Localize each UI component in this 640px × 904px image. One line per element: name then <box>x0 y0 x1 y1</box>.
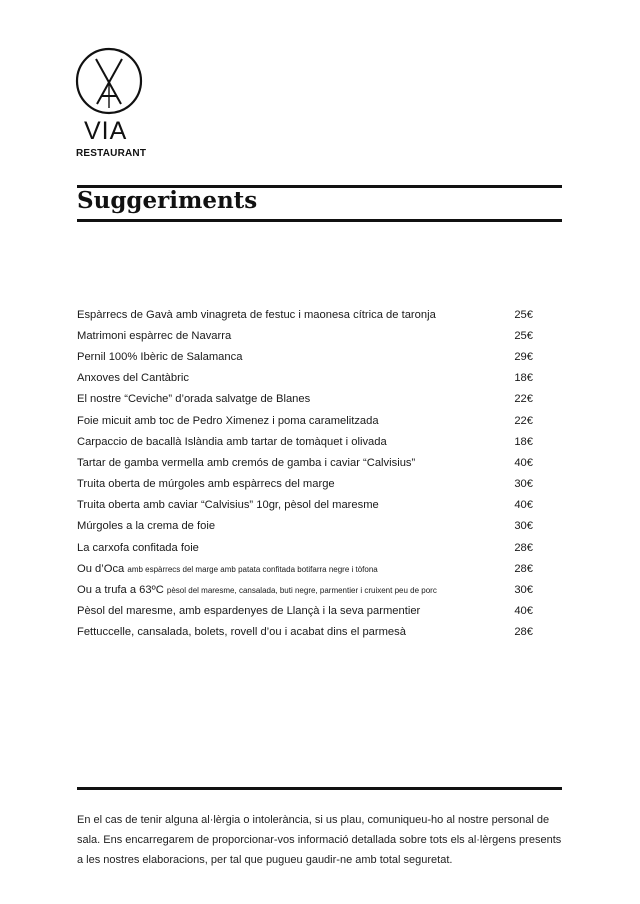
menu-item <box>77 431 533 452</box>
menu-item-dish-name: Pernil 100% Ibèric de Salamanca <box>77 350 243 363</box>
menu-item-dish <box>77 563 378 575</box>
menu-item-dish <box>77 372 189 384</box>
menu-item <box>77 474 533 495</box>
menu-item-price: 25€ <box>514 329 533 342</box>
menu-item <box>77 410 533 431</box>
menu-item <box>77 346 533 367</box>
menu-item-dish <box>77 584 437 596</box>
menu-item <box>77 601 533 622</box>
menu-item-price: 18€ <box>514 435 533 448</box>
menu-item-price: 29€ <box>514 350 533 363</box>
brand-subtitle: RESTAURANT <box>76 148 147 159</box>
menu-item-price: 22€ <box>514 414 533 427</box>
menu-item-dish <box>77 436 387 448</box>
menu-item-dish-name: Pèsol del maresme, amb espardenyes de Llançà i la seva parmentier <box>77 605 421 618</box>
menu-item <box>77 558 533 579</box>
menu-item <box>77 325 533 346</box>
menu-item-dish-name: Carpaccio de bacallà Islàndia amb tartar de tomàquet i olivada <box>77 435 387 448</box>
menu-item-dish-name: Ou d’Oca <box>77 562 125 575</box>
menu-item-dish-name: Múrgoles a la crema de foie <box>77 520 216 533</box>
menu-item-dish-name: Anxoves del Cantàbric <box>77 372 189 385</box>
menu-item <box>77 495 533 516</box>
menu-item-dish <box>77 478 335 490</box>
allergy-note: En el cas de tenir alguna al·lèrgia o intolerància, si us plau, comuniqueu-ho al nostre personal de sala. Ens encarregarem de proporcionar-vos informació detallada sobre tots els al·lèrgens presents a les nostres elaboracions, per tal que pugueu gaudir-ne amb total seguretat. <box>77 814 562 866</box>
menu-item-dish <box>77 457 415 469</box>
menu-item <box>77 452 533 473</box>
menu-item-price: 28€ <box>514 541 533 554</box>
menu-item-dish <box>77 309 436 321</box>
menu-list <box>77 304 533 643</box>
menu-item-dish <box>77 542 199 554</box>
menu-item-dish-name: Fettuccelle, cansalada, bolets, rovell d’ou i acabat dins el parmesà <box>77 626 406 639</box>
menu-item-dish <box>77 351 242 363</box>
menu-item-price: 30€ <box>514 478 533 491</box>
menu-item-dish <box>77 605 420 617</box>
menu-item <box>77 579 533 600</box>
via-monogram-icon <box>74 46 144 116</box>
menu-item-dish <box>77 499 379 511</box>
menu-item-dish-name: La carxofa confitada foie <box>77 541 199 554</box>
menu-item-price: 30€ <box>514 520 533 533</box>
menu-item-dish <box>77 415 379 427</box>
menu-item-price: 40€ <box>514 499 533 512</box>
menu-item-dish-detail: amb espàrrecs del marge amb patata confitada botifarra negre i tòfona <box>127 564 378 574</box>
menu-item-price: 22€ <box>514 393 533 406</box>
menu-item-price: 28€ <box>514 626 533 639</box>
menu-item <box>77 516 533 537</box>
menu-item-price: 30€ <box>514 584 533 597</box>
menu-item-dish-name: Espàrrecs de Gavà amb vinagreta de festuc i maonesa cítrica de taronja <box>77 308 436 321</box>
menu-item <box>77 368 533 389</box>
menu-item-dish <box>77 393 310 405</box>
menu-item-dish <box>77 520 215 532</box>
menu-item-dish-name: Truita oberta amb caviar “Calvisius” 10gr, pèsol del maresme <box>77 499 379 512</box>
menu-item-dish <box>77 330 231 342</box>
menu-item-dish-name: Truita oberta de múrgoles amb espàrrecs del marge <box>77 478 335 491</box>
menu-item-dish-name: Foie micuit amb toc de Pedro Ximenez i poma caramelitzada <box>77 414 379 427</box>
menu-item-price: 25€ <box>514 308 533 321</box>
menu-item-dish-name: Matrimoni espàrrec de Navarra <box>77 329 232 342</box>
section-title: Suggeriments <box>77 187 258 214</box>
menu-item <box>77 537 533 558</box>
menu-item-dish-name: El nostre “Ceviche” d’orada salvatge de Blanes <box>77 393 311 406</box>
menu-item <box>77 622 533 643</box>
menu-item <box>77 389 533 410</box>
menu-item-price: 40€ <box>514 456 533 469</box>
menu-item-price: 28€ <box>514 562 533 575</box>
footer-rule <box>77 787 562 790</box>
menu-item-price: 40€ <box>514 605 533 618</box>
menu-item-dish-detail: pèsol del maresme, cansalada, buti negre, parmentier i cruixent peu de porc <box>166 586 437 596</box>
title-rule-bottom <box>77 219 562 222</box>
menu-item-dish-name: Tartar de gamba vermella amb cremós de gamba i caviar “Calvisius” <box>77 456 416 469</box>
menu-item-price: 18€ <box>514 372 533 385</box>
brand-name: VIA <box>84 117 128 145</box>
menu-item <box>77 304 533 325</box>
restaurant-logo <box>74 46 144 116</box>
menu-item-dish <box>77 626 406 638</box>
menu-item-dish-name: Ou a trufa a 63ºC <box>77 584 164 597</box>
